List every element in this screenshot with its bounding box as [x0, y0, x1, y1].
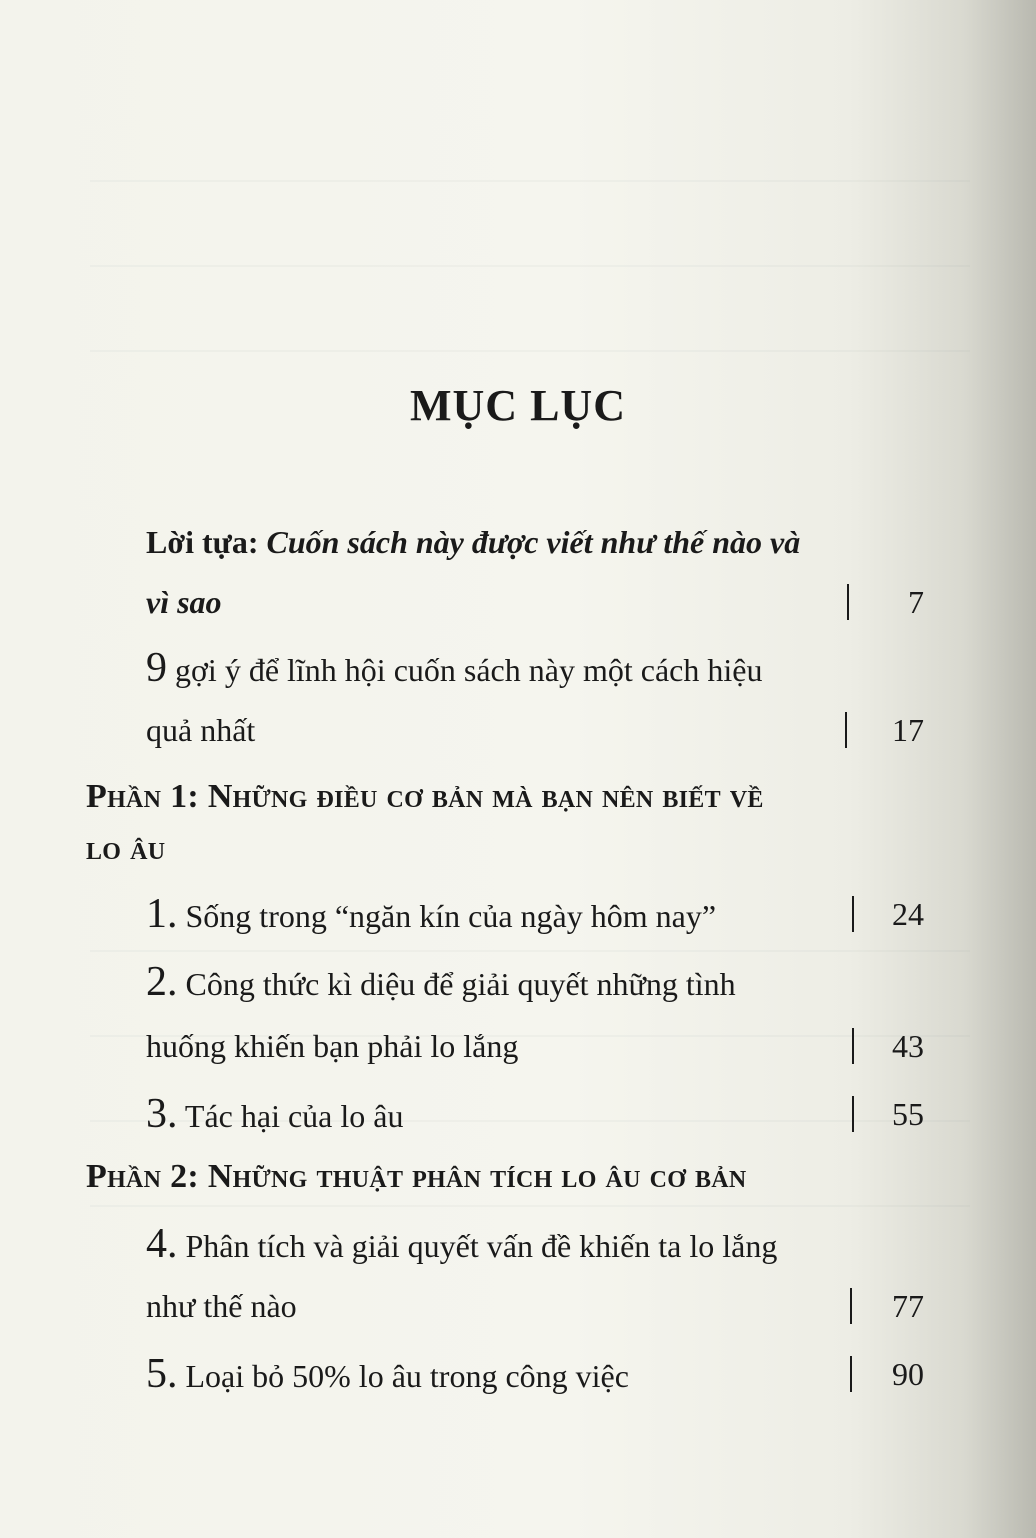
entry-title-line1: Loại bỏ 50% lo âu trong công việc — [185, 1358, 629, 1394]
entry-title-line1: gợi ý để lĩnh hội cuốn sách này một cách hiệu — [175, 652, 763, 688]
entry-title-line2: quả nhất — [146, 712, 256, 748]
page-number: 90 — [892, 1356, 924, 1392]
page-separator — [850, 1356, 852, 1392]
toc-entry-chapter-5 — [146, 1351, 629, 1397]
entry-title-line2: như thế nào — [146, 1288, 297, 1324]
preface-title-line2: vì sao — [146, 584, 222, 620]
page-number: 55 — [892, 1096, 924, 1132]
page-number: 7 — [908, 584, 924, 620]
entry-number: 2. — [146, 959, 178, 1005]
entry-title-line1: Sống trong “ngăn kín của ngày hôm nay” — [185, 898, 717, 934]
toc-entry-tips — [146, 645, 763, 691]
section-heading-part1: Phần 1: Những điều cơ bản mà bạn nên biết về — [86, 778, 764, 815]
entry-title-line1: Tác hại của lo âu — [184, 1098, 404, 1134]
entry-title-line1: Phân tích và giải quyết vấn đề khiến ta lo lắng — [185, 1228, 778, 1264]
toc-entry-chapter-2 — [146, 959, 736, 1005]
page-separator — [847, 584, 849, 620]
entry-number: 5. — [146, 1351, 178, 1397]
entry-title-line2: huống khiến bạn phải lo lắng — [146, 1028, 519, 1064]
show-through-mark — [90, 180, 970, 182]
page-separator — [845, 712, 847, 748]
show-through-mark — [90, 1205, 970, 1207]
section-heading-part1-line2: lo âu — [86, 830, 166, 867]
toc-entry-preface — [146, 522, 800, 562]
preface-title-line1: Cuốn sách này được viết như thế nào và — [266, 524, 801, 560]
preface-label: Lời tựa: — [146, 524, 259, 560]
entry-number: 9 — [146, 645, 167, 691]
show-through-mark — [90, 350, 970, 352]
entry-title-line1: Công thức kì diệu để giải quyết những tình — [185, 966, 736, 1002]
show-through-mark — [90, 950, 970, 952]
show-through-mark — [90, 265, 970, 267]
page-separator — [852, 1096, 854, 1132]
page-number: 17 — [892, 712, 924, 748]
entry-number: 3. — [146, 1091, 178, 1137]
entry-number: 1. — [146, 891, 178, 937]
toc-entry-chapter-1 — [146, 891, 717, 937]
entry-number: 4. — [146, 1221, 178, 1267]
page-title: MỤC LỤC — [410, 381, 626, 430]
page-separator — [852, 1028, 854, 1064]
page-number: 24 — [892, 896, 924, 932]
page-number: 77 — [892, 1288, 924, 1324]
page-number: 43 — [892, 1028, 924, 1064]
page-separator — [850, 1288, 852, 1324]
toc-entry-chapter-3 — [146, 1091, 404, 1137]
section-heading-part2: Phần 2: Những thuật phân tích lo âu cơ bản — [86, 1158, 747, 1195]
page-separator — [852, 896, 854, 932]
toc-entry-chapter-4 — [146, 1221, 778, 1267]
